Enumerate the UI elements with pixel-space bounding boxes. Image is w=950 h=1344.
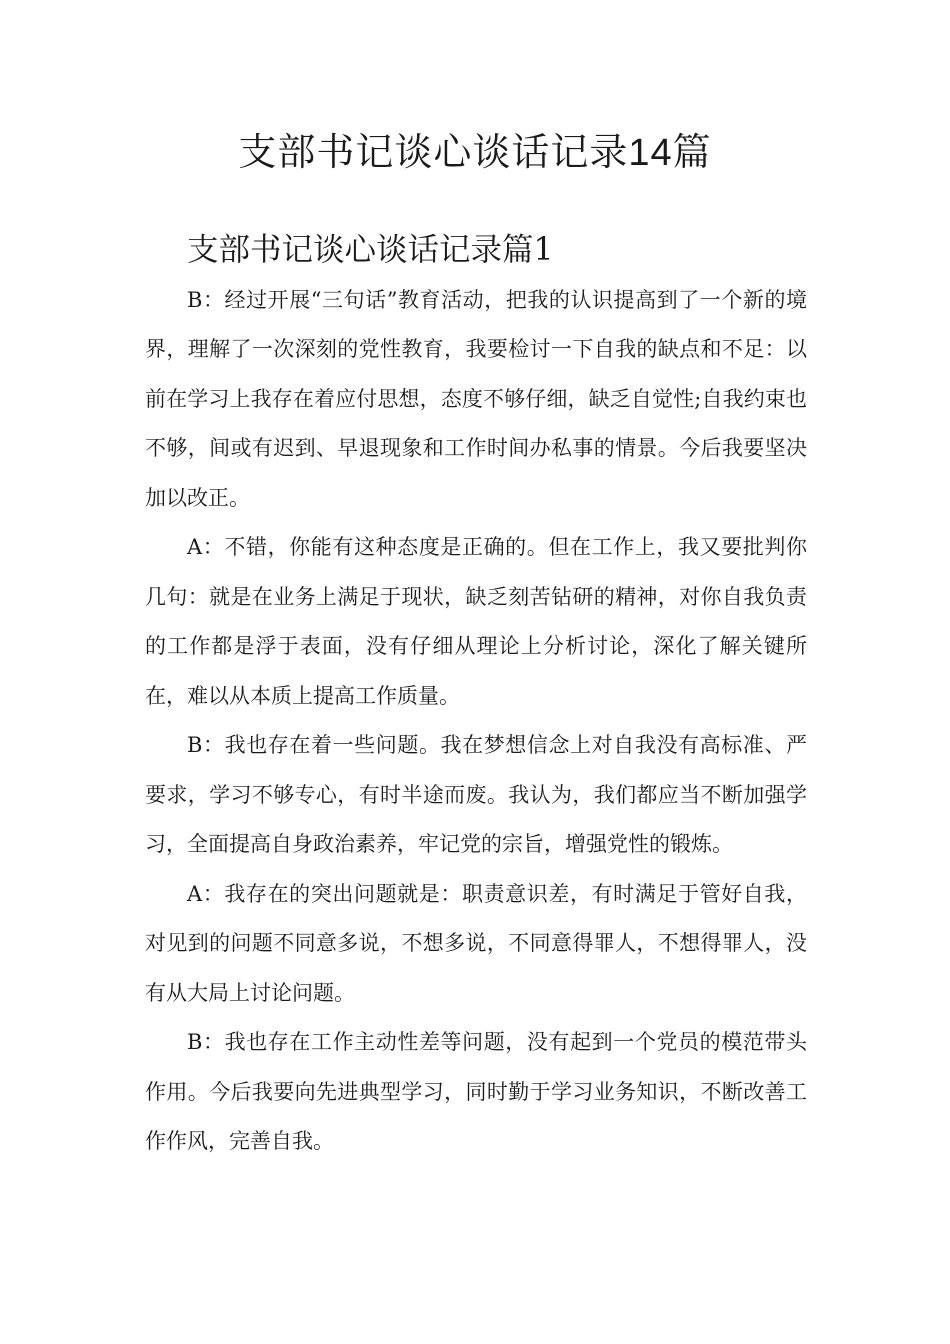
paragraph-2: A：不错，你能有这种态度是正确的。但在工作上，我又要批判你几句：就是在业务上满足于现状，缺乏刻苦钻研的精神，对你自我负责的工作都是浮于表面，没有仔细从理论上分析讨论，深化了解关键所在，难以从本质上提高工作质量。 (145, 535, 807, 708)
paragraph-3: B：我也存在着一些问题。我在梦想信念上对自我没有高标准、严要求，学习不够专心，有时半途而废。我认为，我们都应当不断加强学习，全面提高自身政治素养，牢记党的宗旨，增强党性的锻炼。 (145, 733, 807, 856)
paragraph-4: A：我存在的突出问题就是：职责意识差，有时满足于管好自我，对见到的问题不同意多说，不想多说，不同意得罪人，不想得罪人，没有从大局上讨论问题。 (145, 881, 807, 1005)
document-title: 支部书记谈心谈话记录14篇 (238, 132, 712, 174)
paragraph-1: B：经过开展“三句话”教育活动，把我的认识提高到了一个新的境界，理解了一次深刻的党性教育，我要检讨一下自我的缺点和不足：以前在学习上我存在着应付思想，态度不够仔细，缺乏自觉性;自我约束也不够，间或有迟到、早退现象和工作时间办私事的情景。今后我要坚决加以改正。 (145, 287, 807, 510)
paragraph-5: B：我也存在工作主动性差等问题，没有起到一个党员的模范带头作用。今后我要向先进典型学习，同时勤于学习业务知识，不断改善工作作风，完善自我。 (145, 1030, 807, 1153)
document-body (145, 226, 807, 1167)
section-heading: 支部书记谈心谈话记录篇1 (187, 232, 554, 268)
